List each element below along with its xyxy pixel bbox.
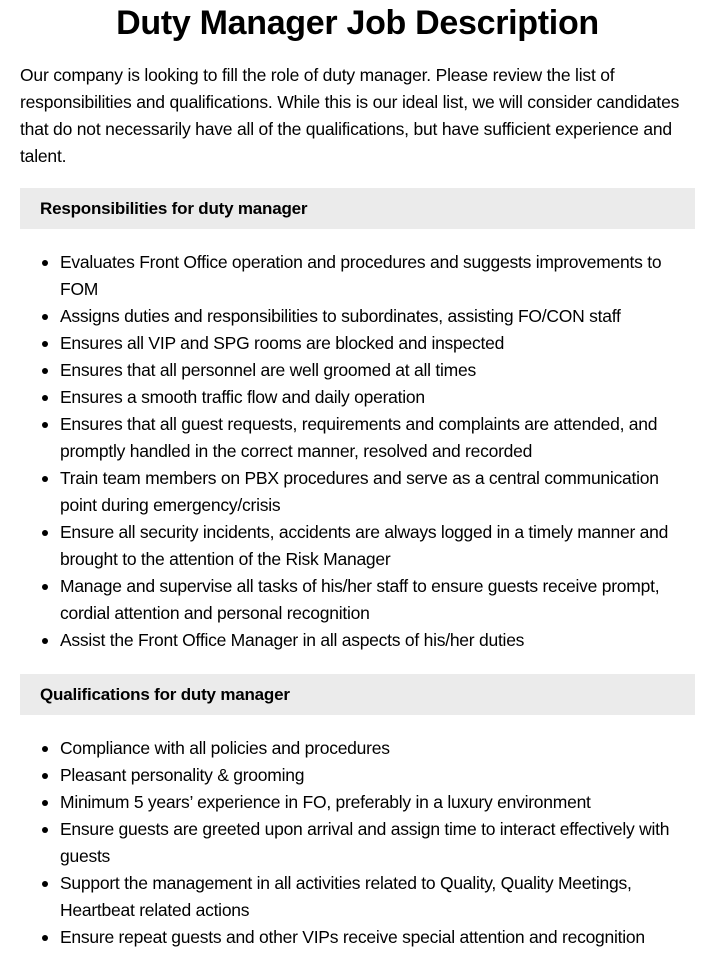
qualifications-list — [20, 735, 695, 951]
list-item-text: Ensure guests are greeted upon arrival and assign time to interact effectively with guests — [60, 819, 670, 866]
list-item-text: Compliance with all policies and procedures — [60, 738, 390, 758]
bullet-icon — [42, 746, 48, 752]
bullet-icon — [42, 341, 48, 347]
list-item — [20, 870, 695, 924]
list-item-text: Ensures that all guest requests, requirements and complaints are attended, and promptly handled in the correct manner, resolved and recorded — [60, 414, 658, 461]
list-item — [20, 735, 695, 762]
list-item — [20, 762, 695, 789]
list-item — [20, 249, 695, 303]
bullet-icon — [42, 800, 48, 806]
bullet-icon — [42, 935, 48, 941]
list-item-text: Ensure repeat guests and other VIPs receive special attention and recognition — [60, 927, 645, 947]
bullet-icon — [42, 827, 48, 833]
bullet-icon — [42, 881, 48, 887]
bullet-icon — [42, 530, 48, 536]
list-item — [20, 411, 695, 465]
responsibilities-heading: Responsibilities for duty manager — [20, 188, 695, 229]
list-item — [20, 303, 695, 330]
bullet-icon — [42, 638, 48, 644]
list-item-text: Train team members on PBX procedures and serve as a central communication point during emergency/crisis — [60, 468, 659, 515]
bullet-icon — [42, 260, 48, 266]
bullet-icon — [42, 368, 48, 374]
list-item — [20, 816, 695, 870]
list-item — [20, 573, 695, 627]
bullet-icon — [42, 395, 48, 401]
list-item-text: Assigns duties and responsibilities to subordinates, assisting FO/CON staff — [60, 306, 621, 326]
list-item — [20, 519, 695, 573]
list-item — [20, 627, 695, 654]
list-item — [20, 465, 695, 519]
list-item — [20, 357, 695, 384]
list-item-text: Ensures that all personnel are well groomed at all times — [60, 360, 476, 380]
bullet-icon — [42, 314, 48, 320]
bullet-icon — [42, 422, 48, 428]
qualifications-heading: Qualifications for duty manager — [20, 674, 695, 715]
page-title: Duty Manager Job Description — [116, 4, 599, 42]
list-item-text: Assist the Front Office Manager in all aspects of his/her duties — [60, 630, 525, 650]
list-item-text: Ensure all security incidents, accidents are always logged in a timely manner and brought to the attention of the Risk Manager — [60, 522, 669, 569]
list-item — [20, 789, 695, 816]
list-item-text: Ensures all VIP and SPG rooms are blocked and inspected — [60, 333, 505, 353]
list-item-text: Minimum 5 years’ experience in FO, preferably in a luxury environment — [60, 792, 591, 812]
bullet-icon — [42, 476, 48, 482]
list-item-text: Support the management in all activities related to Quality, Quality Meetings, Heartbeat related actions — [60, 873, 632, 920]
list-item-text: Manage and supervise all tasks of his/her staff to ensure guests receive prompt, cordial attention and personal recognition — [60, 576, 660, 623]
list-item-text: Evaluates Front Office operation and procedures and suggests improvements to FOM — [60, 252, 662, 299]
list-item-text: Ensures a smooth traffic flow and daily operation — [60, 387, 425, 407]
list-item — [20, 384, 695, 411]
list-item — [20, 924, 695, 951]
bullet-icon — [42, 773, 48, 779]
intro-paragraph: Our company is looking to fill the role of duty manager. Please review the list of responsibilities and qualifications. While this is our ideal list, we will consider candidates that do not necessarily have all of the qualifications, but have sufficient experience and talent. — [20, 65, 680, 166]
bullet-icon — [42, 584, 48, 590]
responsibilities-list — [20, 249, 695, 654]
list-item — [20, 330, 695, 357]
list-item-text: Pleasant personality & grooming — [60, 765, 305, 785]
